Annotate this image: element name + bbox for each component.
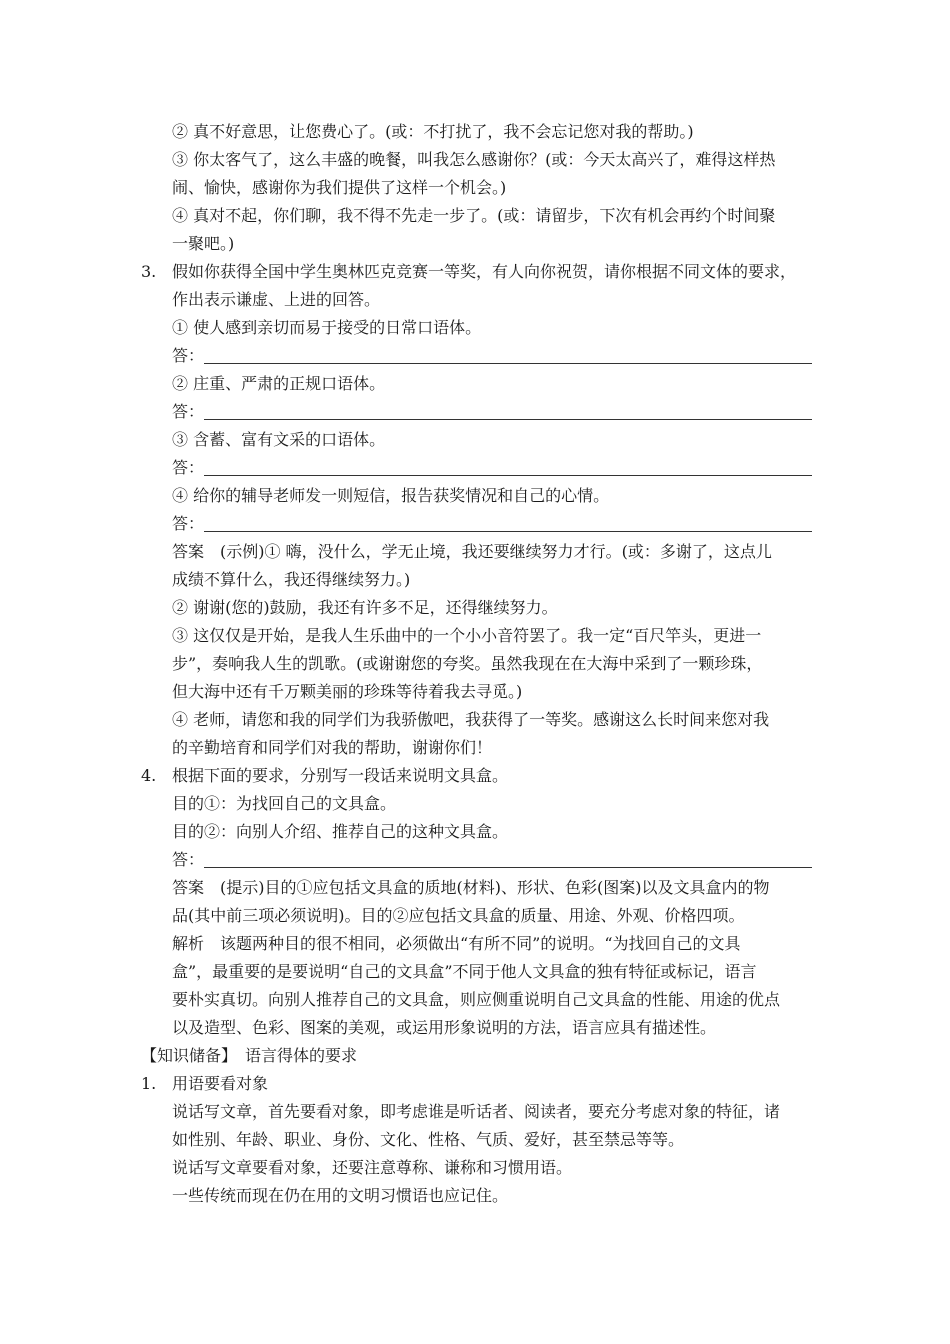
- text-line: 说话写文章，首先要看对象，即考虑谁是听话者、阅读者，要充分考虑对象的特征，诸: [172, 1102, 781, 1121]
- text-line: 品(其中前三项必须说明)。目的②应包括文具盒的质量、用途、外观、价格四项。: [172, 906, 745, 925]
- answer-blank[interactable]: [172, 514, 812, 534]
- answer-blank[interactable]: [172, 346, 812, 366]
- text-line: ② 谢谢(您的)鼓励，我还有许多不足，还得继续努力。: [172, 598, 558, 617]
- answer-text: 答案 (示例)① 嗨，没什么，学无止境，我还要继续努力才行。(或：多谢了，这点儿: [172, 542, 772, 561]
- answer-rule: [204, 867, 812, 868]
- answer-label: 答：: [172, 458, 205, 477]
- text-line: 说话写文章要看对象，还要注意尊称、谦称和习惯用语。: [172, 1158, 573, 1177]
- answer-blank[interactable]: [172, 458, 812, 478]
- text-line: 以及造型、色彩、图案的美观，或运用形象说明的方法，语言应具有描述性。: [172, 1018, 717, 1037]
- answer-label: 答：: [172, 402, 205, 421]
- text-line: 成绩不算什么，我还得继续努力。): [172, 570, 411, 589]
- text-line: 目的②：向别人介绍、推荐自己的这种文具盒。: [172, 822, 509, 841]
- text-line: 闹、愉快，感谢你为我们提供了这样一个机会。): [172, 178, 507, 197]
- text-line: 要朴实真切。向别人推荐自己的文具盒，则应侧重说明自己文具盒的性能、用途的优点: [172, 990, 781, 1009]
- answer-text: 答案 (提示)目的①应包括文具盒的质地(材料)、形状、色彩(图案)以及文具盒内的物: [172, 878, 770, 897]
- answer-label: 答：: [172, 514, 205, 533]
- text-line: ④ 真对不起，你们聊，我不得不先走一步了。(或：请留步，下次有机会再约个时间聚: [172, 206, 776, 225]
- text-line: 一些传统而现在仍在用的文明习惯语也应记住。: [172, 1186, 509, 1205]
- text-line: ② 庄重、严肃的正规口语体。: [172, 374, 386, 393]
- section-heading: 【知识储备】 语言得体的要求: [141, 1046, 358, 1065]
- answer-rule: [204, 531, 812, 532]
- text-line: ② 真不好意思，让您费心了。(或：不打扰了，我不会忘记您对我的帮助。): [172, 122, 694, 141]
- text-line: 作出表示谦虚、上进的回答。: [172, 290, 381, 309]
- text-line: ③ 你太客气了，这么丰盛的晚餐，叫我怎么感谢你？(或：今天太高兴了，难得这样热: [172, 150, 776, 169]
- answer-rule: [204, 475, 812, 476]
- question-text: 假如你获得全国中学生奥林匹克竞赛一等奖，有人向你祝贺，请你根据不同文体的要求，: [172, 262, 797, 281]
- text-line: ③ 这仅仅是开始，是我人生乐曲中的一个小小音符罢了。我一定“百尺竿头，更进一: [172, 626, 762, 645]
- answer-rule: [204, 363, 812, 364]
- answer-label: 答：: [172, 850, 205, 869]
- text-line: ③ 含蓄、富有文采的口语体。: [172, 430, 386, 449]
- question-number: 3.: [141, 262, 157, 281]
- answer-blank[interactable]: [172, 402, 812, 422]
- text-line: 的辛勤培育和同学们对我的帮助，谢谢你们！: [172, 738, 493, 757]
- answer-rule: [204, 419, 812, 420]
- text-line: 但大海中还有千万颗美丽的珍珠等待着我去寻觅。): [172, 682, 523, 701]
- text-line: 一聚吧。): [172, 234, 235, 253]
- text-line: 步”，奏响我人生的凯歌。(或谢谢您的夸奖。虽然我现在在大海中采到了一颗珍珠，: [172, 654, 763, 673]
- analysis-text: 解析 该题两种目的很不相同，必须做出“有所不同”的说明。“为找回自己的文具: [172, 934, 741, 953]
- text-line: 目的①：为找回自己的文具盒。: [172, 794, 397, 813]
- text-line: ④ 给你的辅导老师发一则短信，报告获奖情况和自己的心情。: [172, 486, 610, 505]
- item-number: 1.: [141, 1074, 157, 1093]
- answer-label: 答：: [172, 346, 205, 365]
- item-title: 用语要看对象: [172, 1074, 269, 1093]
- question-text: 根据下面的要求，分别写一段话来说明文具盒。: [172, 766, 509, 785]
- text-line: ④ 老师，请您和我的同学们为我骄傲吧，我获得了一等奖。感谢这么长时间来您对我: [172, 710, 770, 729]
- text-line: 盒”，最重要的是要说明“自己的文具盒”不同于他人文具盒的独有特征或标记，语言: [172, 962, 757, 981]
- question-number: 4.: [141, 766, 157, 785]
- answer-blank[interactable]: [172, 850, 812, 870]
- text-line: 如性别、年龄、职业、身份、文化、性格、气质、爱好，甚至禁忌等等。: [172, 1130, 685, 1149]
- text-line: ① 使人感到亲切而易于接受的日常口语体。: [172, 318, 482, 337]
